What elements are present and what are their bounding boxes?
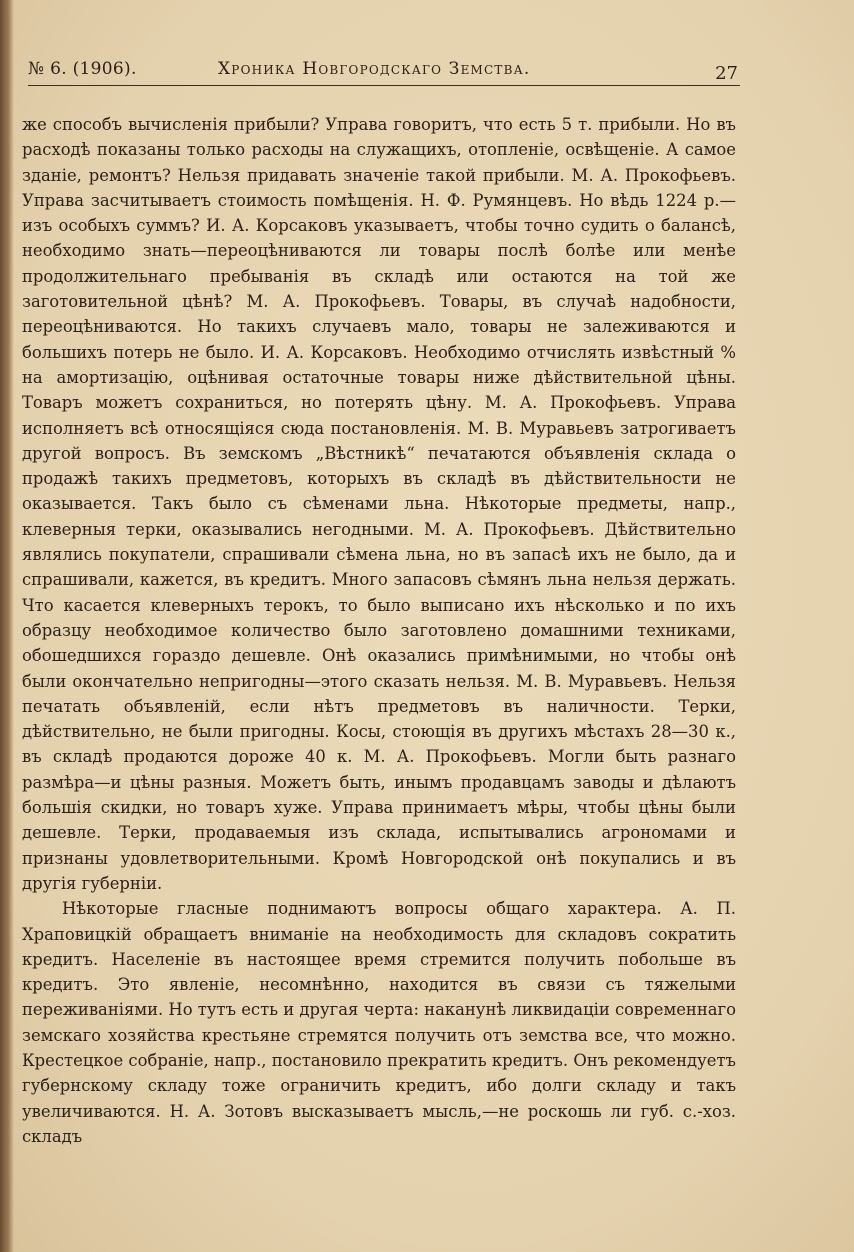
- running-header: [28, 55, 740, 86]
- journal-title: Хроника Новгородскаго Земства.: [218, 59, 531, 79]
- paragraph-2: Нѣкоторые гласные поднимаютъ вопросы общаго характера. А. П. Храповицкій обращаетъ вниманіе на необходимость для складовъ сократить кредитъ. Населеніе въ настоящее время стремится получить побольше въ кредитъ. Это явленіе, несомнѣнно, находится въ связи съ тяжелыми переживаніями. Но тутъ есть и другая черта: наканунѣ ликвидаціи современнаго земскаго хозяйства крестьяне стремятся получить отъ земства все, что можно. Крестецкое собраніе, напр., постановило прекратить кредитъ. Онъ рекомендуетъ губернскому складу тоже ограничить кредитъ, ибо долги складу и такъ увеличиваются. Н. А. Зотовъ высказываетъ мысль,—не роскошь ли губ. с.-хоз. складъ: [22, 899, 736, 1146]
- issue-number: № 6. (1906).: [28, 59, 137, 79]
- paragraph-1: же способъ вычисленія прибыли? Управа говоритъ, что есть 5 т. прибыли. Но въ расходѣ показаны только расходы на служащихъ, отопленіе, освѣщеніе. А самое зданіе, ремонтъ? Нельзя придавать значеніе такой прибыли. М. А. Прокофьевъ. Управа засчитываетъ стоимость помѣщенія. Н. Ф. Румянцевъ. Но вѣдь 1224 р.—изъ особыхъ суммъ? И. А. Корсаковъ указываетъ, чтобы точно судить о балансѣ, необходимо знать—переоцѣниваются ли товары послѣ болѣе или менѣе продолжительнаго пребыванія въ складѣ или остаются на той же заготовительной цѣнѣ? М. А. Прокофьевъ. Товары, въ случаѣ надобности, переоцѣниваются. Но такихъ случаевъ мало, товары не залеживаются и большихъ потерь не было. И. А. Корсаковъ. Необходимо отчислять извѣстный % на амортизацію, оцѣнивая остаточные товары ниже дѣйствительной цѣны. Товаръ можетъ сохраниться, но потерять цѣну. М. А. Прокофьевъ. Управа исполняетъ всѣ относящіяся сюда постановленія. М. В. Муравьевъ затрогиваетъ другой вопросъ. Въ земскомъ „Вѣстникѣ“ печатаются объявленія склада о продажѣ такихъ предметовъ, которыхъ въ складѣ въ дѣйствительности не оказывается. Такъ было съ сѣменами льна. Нѣкоторые предметы, напр., клеверныя терки, оказывались негодными. М. А. Прокофьевъ. Дѣйствительно являлись покупатели, спрашивали сѣмена льна, но въ запасѣ ихъ не было, да и спрашивали, кажется, въ кредитъ. Много запасовъ сѣмянъ льна нельзя держать. Что касается клеверныхъ терокъ, то было выписано ихъ нѣсколько и по ихъ образцу необходимое количество было заготовлено домашними техниками, обошедшихся гораздо дешевле. Онѣ оказались примѣнимыми, но чтобы онѣ были окончательно непригодны—этого сказать нельзя. М. В. Муравьевъ. Нельзя печатать объявленій, если нѣтъ предметовъ въ наличности. Терки, дѣйствительно, не были пригодны. Косы, стоющія въ другихъ мѣстахъ 28—30 к., въ складѣ продаются дороже 40 к. М. А. Прокофьевъ. Могли быть разнаго размѣра—и цѣны разныя. Можетъ быть, инымъ продавцамъ заводы и дѣлаютъ большія скидки, но товаръ хуже. Управа принимаетъ мѣры, чтобы цѣны были дешевле. Терки, продаваемыя изъ склада, испытывались агрономами и признаны удовлетворительными. Кромѣ Новгородской онѣ покупались и въ другія губерніи.: [22, 115, 736, 893]
- book-spine-shadow: [0, 0, 14, 1252]
- article-body: [22, 112, 736, 1149]
- page-number: 27: [715, 63, 738, 84]
